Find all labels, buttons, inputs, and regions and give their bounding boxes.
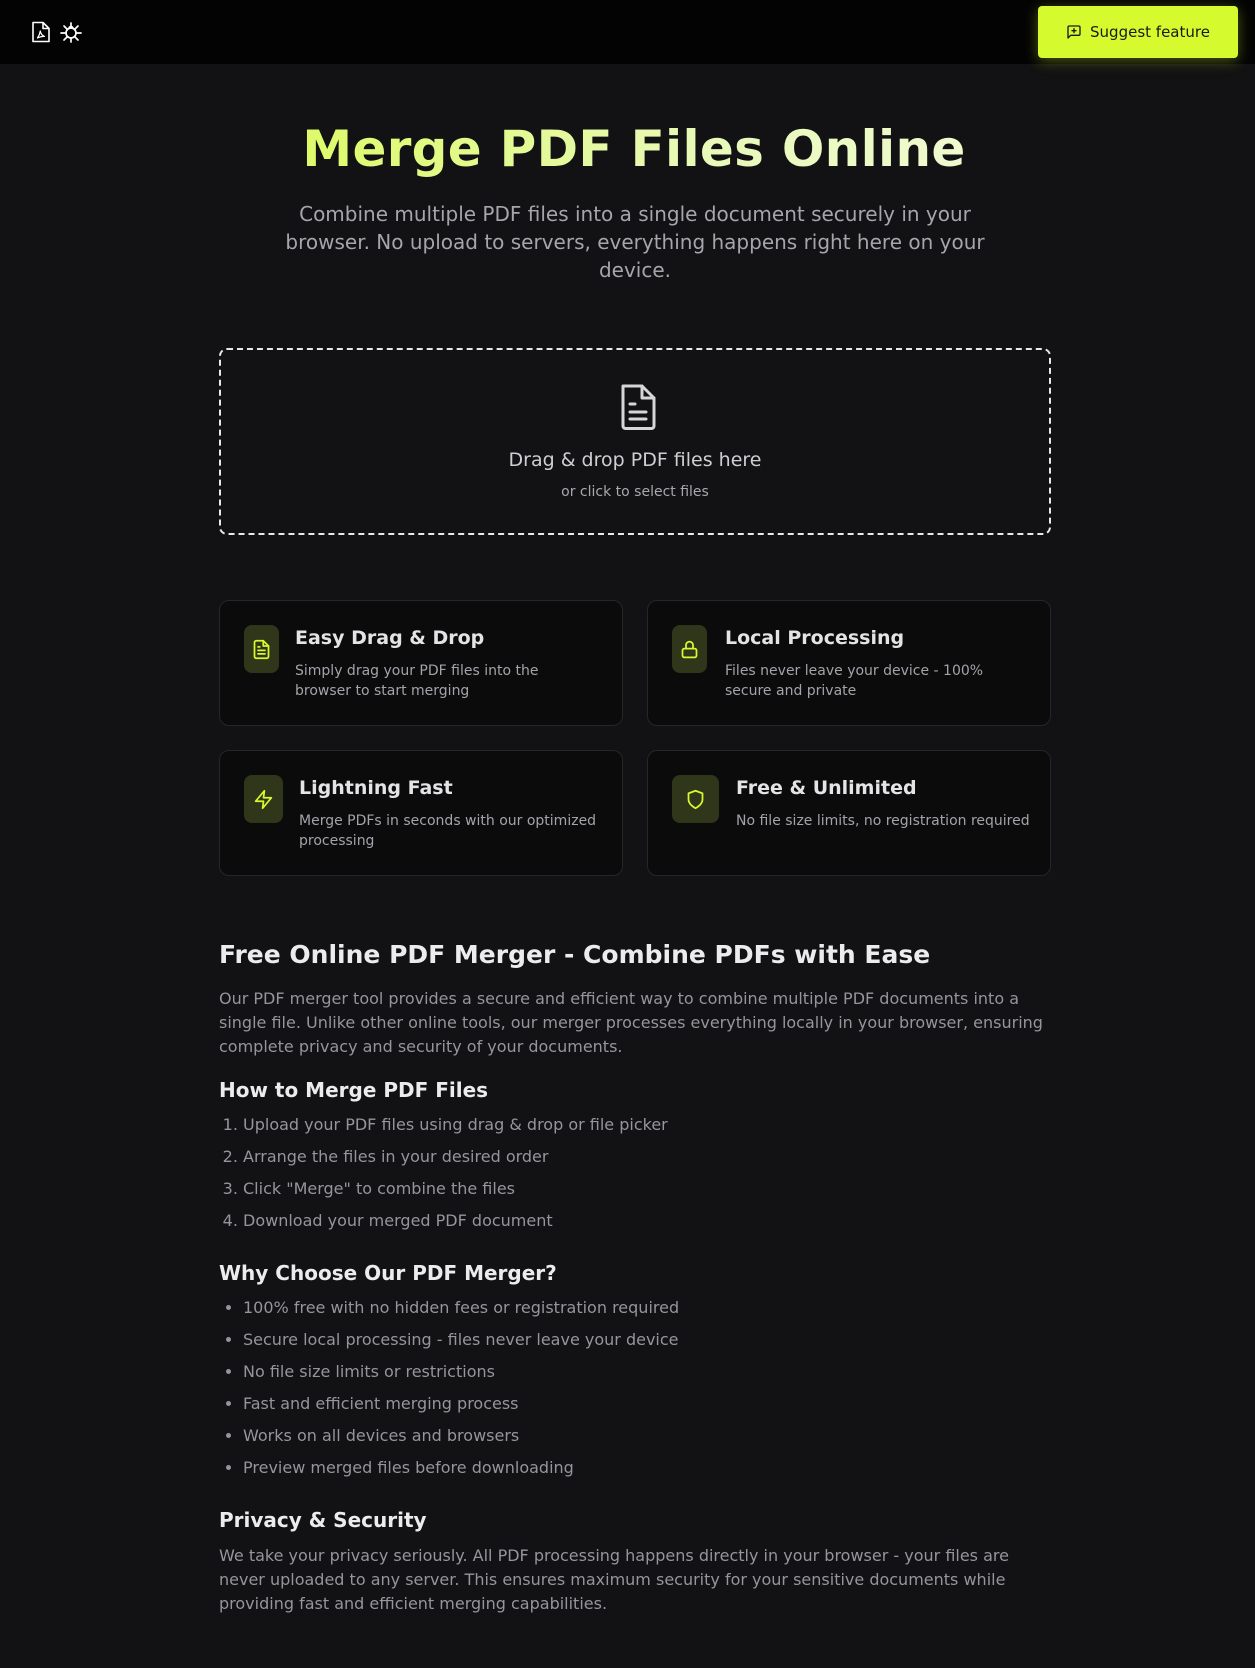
feature-title: Easy Drag & Drop xyxy=(295,627,485,649)
top-bar xyxy=(0,0,1255,64)
file-text-icon xyxy=(617,384,657,430)
feature-description: Simply drag your PDF files into the browser to start merging xyxy=(295,663,539,699)
list-item: • Works on all devices and browsers xyxy=(243,1424,1059,1448)
how-to-heading: How to Merge PDF Files xyxy=(219,1078,489,1102)
feature-card-drag-drop xyxy=(219,600,623,726)
bug-icon[interactable] xyxy=(59,20,83,44)
list-item: • 100% free with no hidden fees or registration required xyxy=(243,1296,1059,1320)
dropzone-title: Drag & drop PDF files here xyxy=(508,449,762,471)
seo-heading: Free Online PDF Merger - Combine PDFs with Ease xyxy=(219,940,931,969)
feature-title: Lightning Fast xyxy=(299,777,453,799)
shield-icon xyxy=(685,789,706,810)
suggest-feature-button[interactable] xyxy=(1038,6,1238,58)
page-title: Merge PDF Files Online xyxy=(0,120,1255,178)
lock-icon xyxy=(679,639,700,660)
feature-card-free-unlimited xyxy=(647,750,1051,876)
dropzone-subtitle: or click to select files xyxy=(561,484,709,500)
list-item: • Preview merged files before downloading xyxy=(243,1456,1059,1480)
feature-description: Merge PDFs in seconds with our optimized processing xyxy=(299,813,597,849)
suggest-feature-label: Suggest feature xyxy=(1090,23,1210,41)
list-item: 3. Click "Merge" to combine the files xyxy=(243,1177,1059,1201)
how-to-steps xyxy=(219,1113,1059,1233)
feature-description: No file size limits, no registration required xyxy=(736,813,1030,829)
feature-title: Free & Unlimited xyxy=(736,777,917,799)
file-text-icon xyxy=(251,639,272,660)
file-dropzone[interactable] xyxy=(219,348,1051,535)
feature-icon-badge xyxy=(672,775,719,823)
page-subtitle: Combine multiple PDF files into a single document securely in your browser. No upload to servers, everything happens right here on your device. xyxy=(285,202,985,282)
list-item: • Fast and efficient merging process xyxy=(243,1392,1059,1416)
feature-card-lightning-fast xyxy=(219,750,623,876)
file-pdf-icon[interactable] xyxy=(31,21,51,43)
list-item: 1. Upload your PDF files using drag & drop or file picker xyxy=(243,1113,1059,1137)
list-item: 4. Download your merged PDF document xyxy=(243,1209,1059,1233)
seo-content xyxy=(219,938,1059,1616)
feature-description: Files never leave your device - 100% secure and private xyxy=(725,663,984,699)
feature-icon-badge xyxy=(672,625,707,673)
privacy-text: We take your privacy seriously. All PDF processing happens directly in your browser - your files are never uploaded to any server. This ensures maximum security for your sensitive documents while providing fast and efficient merging capabilities. xyxy=(219,1546,1009,1613)
feature-title: Local Processing xyxy=(725,627,905,649)
feature-icon-badge xyxy=(244,775,283,823)
list-item: • Secure local processing - files never leave your device xyxy=(243,1328,1059,1352)
why-choose-list xyxy=(219,1296,1059,1480)
list-item: 2. Arrange the files in your desired order xyxy=(243,1145,1059,1169)
seo-intro: Our PDF merger tool provides a secure and efficient way to combine multiple PDF documents into a single file. Unlike other online tools, our merger processes everything locally in your browser, ensuring complete privacy and security of your documents. xyxy=(219,989,1043,1056)
privacy-heading: Privacy & Security xyxy=(219,1508,427,1532)
why-choose-heading: Why Choose Our PDF Merger? xyxy=(219,1261,557,1285)
feature-icon-badge xyxy=(244,625,279,673)
list-item: • No file size limits or restrictions xyxy=(243,1360,1059,1384)
message-square-plus-icon xyxy=(1066,24,1082,40)
zap-icon xyxy=(253,789,274,810)
feature-card-local-processing xyxy=(647,600,1051,726)
